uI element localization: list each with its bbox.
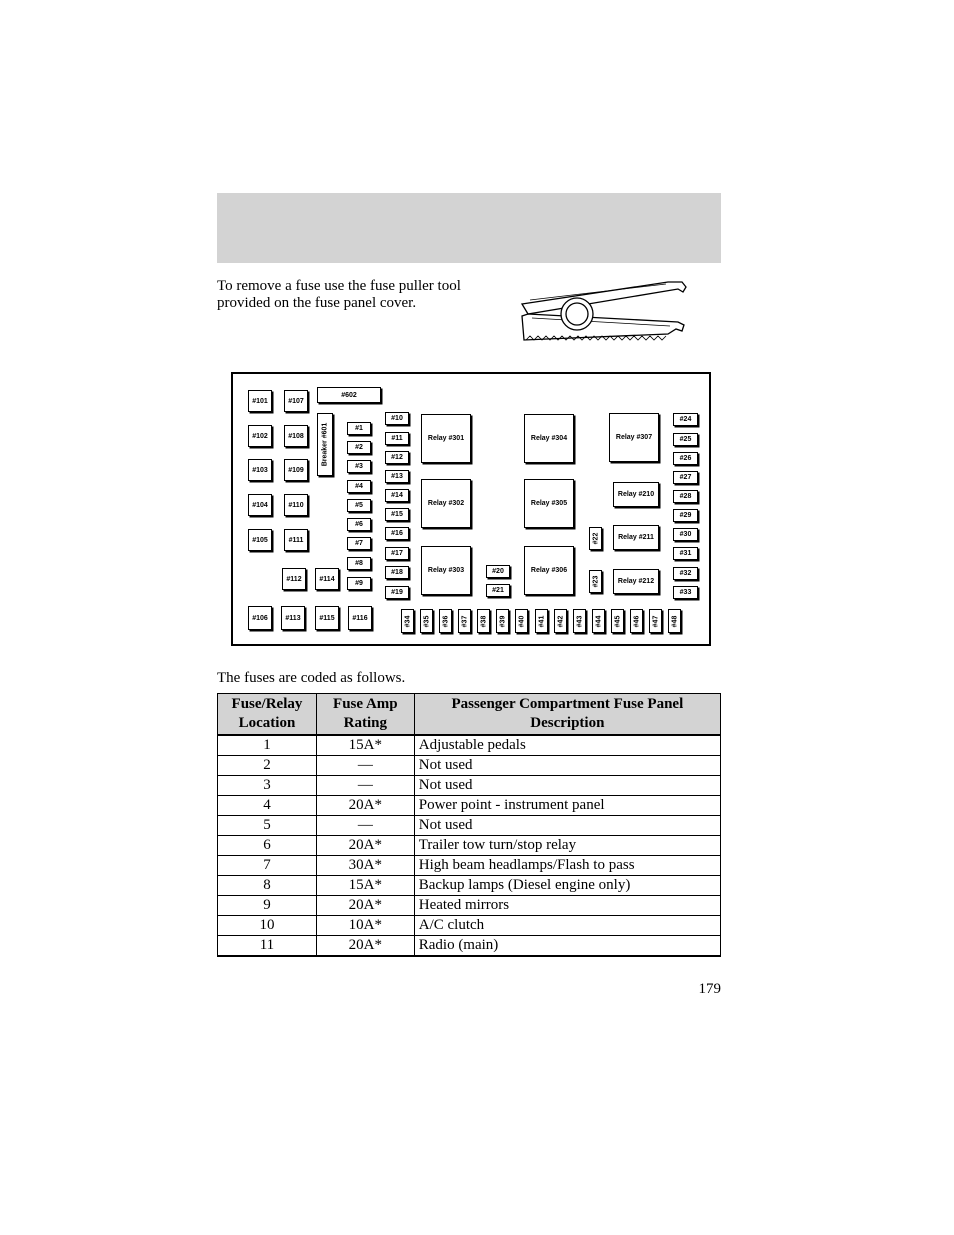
relay-301-label: Relay #301 (427, 435, 465, 442)
fuse-12-label: #12 (391, 454, 403, 461)
fuse-8 (347, 557, 371, 570)
table-row (218, 816, 721, 836)
relay-302-label: Relay #302 (427, 500, 465, 507)
fuse-112 (282, 568, 306, 590)
section-header-band (217, 193, 721, 263)
fuse-9-label: #9 (355, 580, 363, 587)
fuse-7 (347, 537, 371, 550)
fuse-102 (248, 425, 272, 447)
fuse-13 (385, 470, 409, 483)
fuse-104 (248, 494, 272, 516)
fuse-22-label: #22 (592, 532, 599, 545)
fuse-10-label: #10 (391, 415, 403, 422)
fuse-109-label: #109 (288, 466, 304, 474)
cell-description: Not used (414, 756, 720, 776)
cell-rating: 20A* (316, 896, 414, 916)
fuse-40-label: #40 (518, 615, 525, 627)
fuse-26-label: #26 (679, 455, 692, 462)
fuse-15 (385, 508, 409, 521)
cell-location: 7 (218, 856, 317, 876)
fuse-41 (535, 609, 548, 633)
fuse-14 (385, 489, 409, 502)
fuse-110 (284, 494, 308, 516)
fuse-31-label: #31 (679, 550, 692, 557)
fuse-17-label: #17 (391, 550, 403, 557)
relay-301 (421, 414, 471, 463)
fuse-37 (458, 609, 471, 633)
fuse-2-label: #2 (355, 444, 363, 451)
table-row (218, 876, 721, 896)
cell-location: 11 (218, 936, 317, 957)
fuse-3-label: #3 (355, 463, 363, 470)
fuse-40 (515, 609, 528, 633)
fuse-21 (486, 584, 510, 597)
fuse-105-label: #105 (252, 536, 268, 544)
fuse-24-label: #24 (679, 416, 692, 423)
cell-rating: 30A* (316, 856, 414, 876)
fuse-37-label: #37 (461, 615, 468, 627)
fuse-42 (554, 609, 567, 633)
fuse-35-label: #35 (423, 615, 430, 627)
relay-304-label: Relay #304 (530, 435, 568, 442)
cell-description: Not used (414, 816, 720, 836)
fuse-38 (477, 609, 490, 633)
fuse-113 (281, 606, 305, 630)
table-row (218, 836, 721, 856)
fuse-48 (668, 609, 681, 633)
fuse-22 (589, 527, 602, 550)
cell-location: 1 (218, 735, 317, 756)
table-row (218, 776, 721, 796)
fuse-44-label: #44 (595, 615, 602, 627)
table-header-row (218, 694, 721, 736)
fuse-19 (385, 586, 409, 599)
relay-306-label: Relay #306 (530, 567, 568, 574)
fuse-28-label: #28 (679, 493, 692, 500)
cell-rating: 20A* (316, 936, 414, 957)
fuse-106-label: #106 (252, 614, 268, 622)
fuse-13-label: #13 (391, 473, 403, 480)
fuse-108 (284, 425, 308, 447)
fuse-24 (673, 413, 698, 426)
fuse-112-label: #112 (286, 575, 302, 583)
fuse-115-label: #115 (319, 614, 335, 622)
cell-location: 6 (218, 836, 317, 856)
fuse-43 (573, 609, 586, 633)
fuse-104-label: #104 (252, 501, 268, 509)
relay-304 (524, 414, 574, 463)
table-row (218, 735, 721, 756)
cell-location: 3 (218, 776, 317, 796)
fuse-107-label: #107 (288, 397, 304, 405)
relay-210-label: Relay #210 (617, 491, 655, 498)
fuse-32 (673, 567, 698, 580)
cell-description: A/C clutch (414, 916, 720, 936)
fuse-18-label: #18 (391, 569, 403, 576)
circuit-602 (317, 387, 381, 403)
cell-description: Power point - instrument panel (414, 796, 720, 816)
circuit-602-label: #602 (341, 391, 357, 399)
fuse-4 (347, 480, 371, 493)
fuse-115 (315, 606, 339, 630)
relay-212 (613, 569, 659, 594)
fuse-17 (385, 547, 409, 560)
cell-description: Adjustable pedals (414, 735, 720, 756)
fuse-30-label: #30 (679, 531, 692, 538)
fuse-45 (611, 609, 624, 633)
cell-description: Backup lamps (Diesel engine only) (414, 876, 720, 896)
fuse-11-label: #11 (391, 435, 403, 442)
fuse-panel-diagram (231, 372, 711, 646)
fuse-23 (589, 570, 602, 593)
fuse-39 (496, 609, 509, 633)
fuse-42-label: #42 (557, 615, 564, 627)
table-row (218, 856, 721, 876)
table-row (218, 796, 721, 816)
fuse-7-label: #7 (355, 540, 363, 547)
cell-location: 4 (218, 796, 317, 816)
table-row (218, 756, 721, 776)
fuse-25 (673, 433, 698, 446)
cell-description: Trailer tow turn/stop relay (414, 836, 720, 856)
fuse-36-label: #36 (442, 615, 449, 627)
cell-location: 2 (218, 756, 317, 776)
cell-description: Radio (main) (414, 936, 720, 957)
fuse-4-label: #4 (355, 483, 363, 490)
cell-rating: 15A* (316, 735, 414, 756)
fuse-101-label: #101 (252, 397, 268, 405)
intro-paragraph: To remove a fuse use the fuse puller tool provided on the fuse panel cover. (217, 278, 461, 311)
cell-rating: 15A* (316, 876, 414, 896)
relay-303 (421, 546, 471, 595)
relay-305-label: Relay #305 (530, 500, 568, 507)
fuse-116-label: #116 (352, 614, 368, 622)
fuse-105 (248, 529, 272, 551)
fuse-11 (385, 432, 409, 445)
table-row (218, 896, 721, 916)
cell-rating: 20A* (316, 796, 414, 816)
fuse-20 (486, 565, 510, 578)
relay-211-label: Relay #211 (618, 534, 654, 541)
fuse-8-label: #8 (355, 560, 363, 567)
fuse-111-label: #111 (288, 536, 304, 544)
fuse-31 (673, 547, 698, 560)
page-number: 179 (698, 981, 721, 997)
fuse-46 (630, 609, 643, 633)
fuse-32-label: #32 (679, 570, 692, 577)
fuse-9 (347, 577, 371, 590)
fuse-102-label: #102 (252, 432, 268, 440)
fuse-16 (385, 527, 409, 540)
cell-location: 8 (218, 876, 317, 896)
fuse-29 (673, 509, 698, 522)
fuse-48-label: #48 (671, 615, 678, 627)
fuse-107 (284, 390, 308, 412)
fuse-103-label: #103 (252, 466, 268, 474)
fuse-45-label: #45 (614, 615, 621, 627)
cell-rating: 10A* (316, 916, 414, 936)
relay-302 (421, 479, 471, 528)
fuse-12 (385, 451, 409, 464)
fuse-5 (347, 499, 371, 512)
cell-location: 5 (218, 816, 317, 836)
fuse-16-label: #16 (391, 530, 403, 537)
fuse-26 (673, 452, 698, 465)
relay-212-label: Relay #212 (617, 578, 655, 585)
cell-description: Heated mirrors (414, 896, 720, 916)
relay-210 (613, 482, 659, 507)
relay-305 (524, 479, 574, 528)
fuse-table (217, 693, 721, 957)
fuse-14-label: #14 (391, 492, 403, 499)
fuse-101 (248, 390, 272, 412)
fuse-114 (315, 568, 339, 590)
fuse-25-label: #25 (679, 436, 692, 443)
fuse-6 (347, 518, 371, 531)
fuse-20-label: #20 (492, 568, 504, 575)
fuse-110-label: #110 (288, 501, 304, 509)
fuse-44 (592, 609, 605, 633)
fuse-10 (385, 412, 409, 425)
table-caption: The fuses are coded as follows. (217, 670, 406, 686)
fuse-puller-icon (518, 278, 688, 344)
fuse-113-label: #113 (285, 614, 301, 622)
cell-location: 9 (218, 896, 317, 916)
breaker-601-label: Breaker #601 (321, 422, 329, 467)
fuse-5-label: #5 (355, 502, 363, 509)
relay-307 (609, 413, 659, 462)
fuse-46-label: #46 (633, 615, 640, 627)
fuse-15-label: #15 (391, 511, 403, 518)
relay-307-label: Relay #307 (615, 434, 653, 441)
fuse-19-label: #19 (391, 589, 403, 596)
fuse-3 (347, 460, 371, 473)
relay-303-label: Relay #303 (427, 567, 465, 574)
fuse-6-label: #6 (355, 521, 363, 528)
fuse-47-label: #47 (652, 615, 659, 627)
fuse-27 (673, 471, 698, 484)
fuse-41-label: #41 (538, 615, 545, 627)
fuse-29-label: #29 (679, 512, 692, 519)
cell-location: 10 (218, 916, 317, 936)
fuse-2 (347, 441, 371, 454)
fuse-103 (248, 459, 272, 481)
fuse-106 (248, 606, 272, 630)
cell-rating: 20A* (316, 836, 414, 856)
fuse-23-label: #23 (592, 575, 599, 588)
fuse-28 (673, 490, 698, 503)
fuse-116 (348, 606, 372, 630)
fuse-114-label: #114 (319, 575, 335, 583)
cell-rating: — (316, 816, 414, 836)
fuse-18 (385, 566, 409, 579)
fuse-33-label: #33 (679, 589, 692, 596)
table-row (218, 936, 721, 957)
header-location: Fuse/Relay Location (218, 694, 317, 736)
relay-211 (613, 525, 659, 550)
cell-description: Not used (414, 776, 720, 796)
cell-description: High beam headlamps/Flash to pass (414, 856, 720, 876)
cell-rating: — (316, 756, 414, 776)
fuse-30 (673, 528, 698, 541)
fuse-39-label: #39 (499, 615, 506, 627)
fuse-27-label: #27 (679, 474, 692, 481)
fuse-1 (347, 422, 371, 435)
fuse-38-label: #38 (480, 615, 487, 627)
fuse-34-label: #34 (404, 615, 411, 627)
table-row (218, 916, 721, 936)
cell-rating: — (316, 776, 414, 796)
fuse-47 (649, 609, 662, 633)
fuse-34 (401, 609, 414, 633)
fuse-35 (420, 609, 433, 633)
fuse-36 (439, 609, 452, 633)
fuse-111 (284, 529, 308, 551)
fuse-43-label: #43 (576, 615, 583, 627)
fuse-1-label: #1 (355, 425, 363, 432)
fuse-109 (284, 459, 308, 481)
fuse-33 (673, 586, 698, 599)
header-description: Passenger Compartment Fuse Panel Description (414, 694, 720, 736)
relay-306 (524, 546, 574, 595)
breaker-601 (317, 413, 333, 476)
fuse-21-label: #21 (492, 587, 504, 594)
fuse-108-label: #108 (288, 432, 304, 440)
header-rating: Fuse Amp Rating (316, 694, 414, 736)
